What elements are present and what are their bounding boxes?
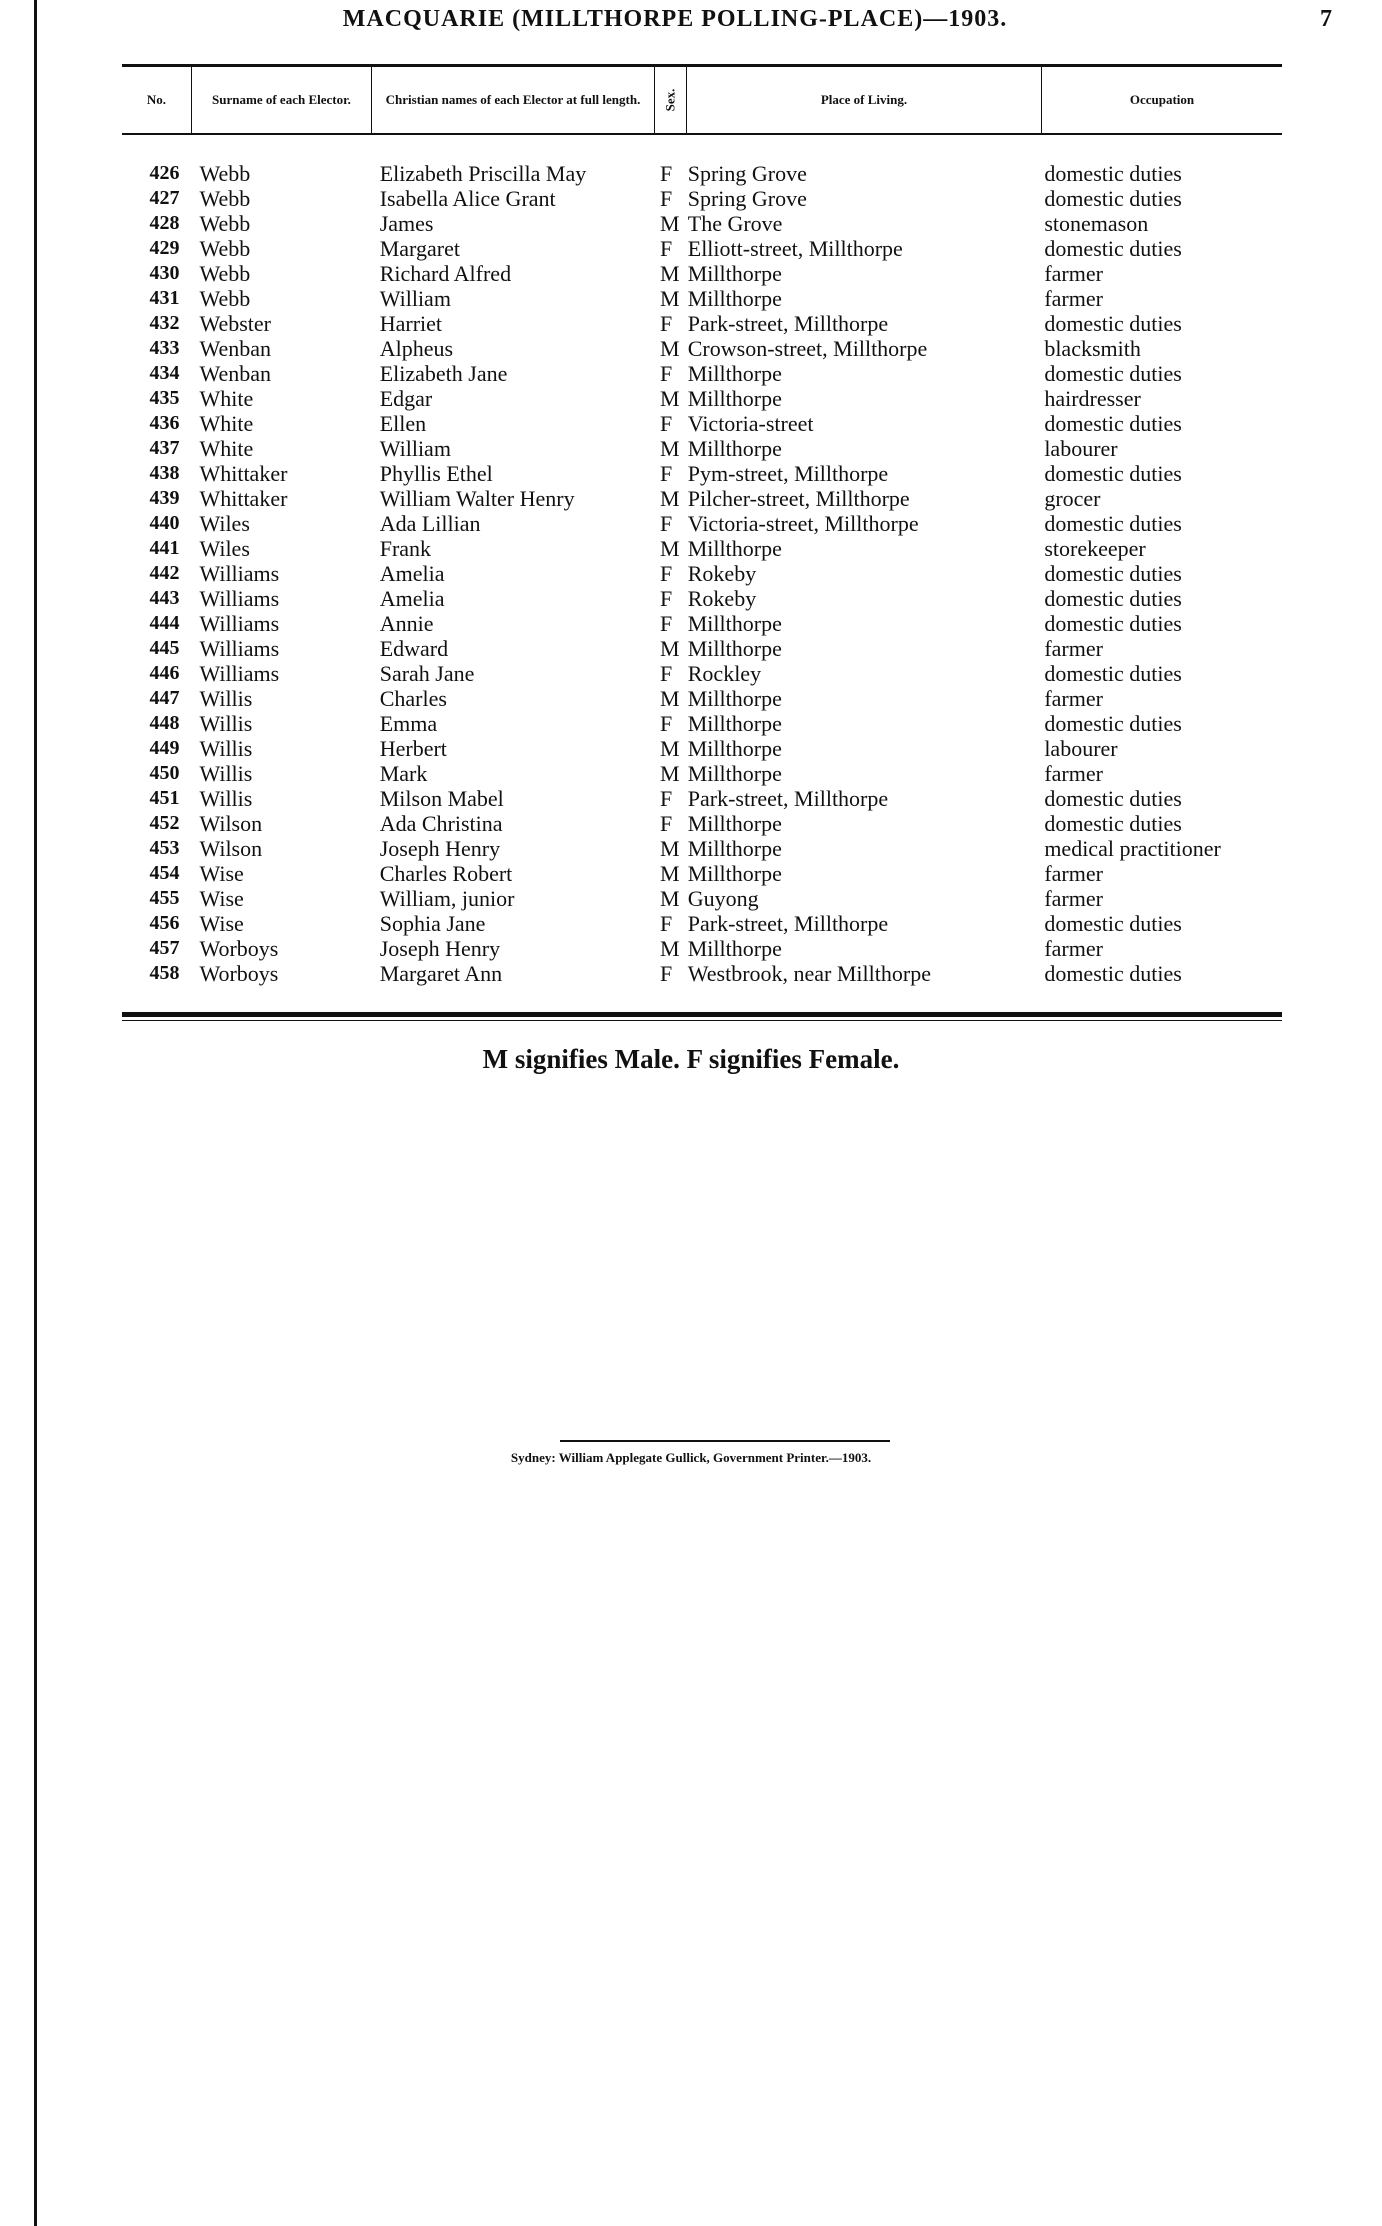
cell-christian-names: Margaret Ann [379,961,503,986]
table-row [122,336,1282,361]
cell-no: 453 [149,837,180,859]
cell-christian-names: Ada Lillian [379,511,481,536]
cell-sex: M [660,536,680,561]
cell-no: 435 [149,387,180,409]
cell-no: 455 [149,887,180,909]
cell-no: 436 [149,412,180,434]
cell-place: Park-street, Millthorpe [687,786,889,811]
cell-place: The Grove [687,211,783,236]
cell-place: Millthorpe [687,386,782,411]
table-row [122,361,1282,386]
cell-occupation: labourer [1044,436,1118,461]
cell-sex: M [660,861,680,886]
cell-no: 427 [149,187,180,209]
header-place: Place of Living. [687,67,1042,133]
table-row [122,861,1282,886]
cell-no: 431 [149,287,180,309]
cell-no: 451 [149,787,180,809]
cell-surname: Wilson [199,811,263,836]
cell-sex: F [660,961,673,986]
cell-occupation: domestic duties [1044,561,1182,586]
cell-place: Millthorpe [687,711,782,736]
cell-no: 458 [149,962,180,984]
cell-place: Park-street, Millthorpe [687,911,889,936]
table-row [122,161,1282,186]
cell-christian-names: Emma [379,711,438,736]
cell-sex: F [660,611,673,636]
table-row [122,961,1282,986]
cell-occupation: farmer [1044,761,1103,786]
cell-surname: Webb [199,261,251,286]
cell-sex: M [660,686,680,711]
cell-sex: M [660,336,680,361]
sex-legend: M signifies Male. F signifies Female. [482,1044,900,1074]
cell-surname: Wiles [199,511,250,536]
cell-occupation: medical practitioner [1044,836,1221,861]
cell-sex: M [660,211,680,236]
cell-surname: Wise [199,911,244,936]
cell-place: Crowson-street, Millthorpe [687,336,928,361]
cell-christian-names: Elizabeth Priscilla May [379,161,587,186]
cell-sex: F [660,711,673,736]
table-row [122,211,1282,236]
cell-sex: F [660,411,673,436]
cell-place: Elliott-street, Millthorpe [687,236,903,261]
cell-sex: F [660,186,673,211]
cell-surname: Whittaker [199,461,288,486]
cell-sex: M [660,886,680,911]
cell-occupation: farmer [1044,686,1103,711]
cell-place: Millthorpe [687,736,782,761]
cell-sex: M [660,386,680,411]
cell-surname: Willis [199,786,253,811]
cell-sex: M [660,736,680,761]
header-sex [655,67,687,133]
header-occupation: Occupation [1129,92,1195,107]
cell-place: Millthorpe [687,836,782,861]
cell-sex: F [660,461,673,486]
cell-no: 449 [149,737,180,759]
cell-christian-names: Annie [379,611,434,636]
cell-sex: F [660,561,673,586]
cell-surname: Willis [199,761,253,786]
cell-place: Millthorpe [687,286,782,311]
table-row [122,761,1282,786]
cell-no: 433 [149,337,180,359]
cell-occupation: domestic duties [1044,511,1182,536]
table-row [122,536,1282,561]
cell-occupation: domestic duties [1044,186,1182,211]
cell-surname: Worboys [199,936,279,961]
table-row [122,811,1282,836]
table-bottom-rule [122,1012,1282,1017]
cell-place: Millthorpe [687,686,782,711]
cell-occupation: farmer [1044,261,1103,286]
cell-place: Pym-street, Millthorpe [687,461,889,486]
table-row [122,836,1282,861]
cell-no: 434 [149,362,180,384]
cell-surname: Worboys [199,961,279,986]
cell-sex: F [660,311,673,336]
cell-surname: Williams [199,561,280,586]
cell-no: 430 [149,262,180,284]
cell-no: 443 [149,587,180,609]
table-row [122,611,1282,636]
electoral-roll-table [122,64,1282,1021]
cell-occupation: domestic duties [1044,611,1182,636]
cell-no: 445 [149,637,180,659]
cell-place: Millthorpe [687,936,782,961]
cell-surname: Webb [199,286,251,311]
table-row [122,561,1282,586]
cell-no: 450 [149,762,180,784]
cell-occupation: labourer [1044,736,1118,761]
cell-christian-names: Mark [379,761,428,786]
cell-surname: White [199,386,254,411]
cell-surname: Webb [199,186,251,211]
cell-occupation: domestic duties [1044,661,1182,686]
table-row [122,911,1282,936]
cell-christian-names: Elizabeth Jane [379,361,508,386]
cell-occupation: farmer [1044,286,1103,311]
cell-place: Millthorpe [687,536,782,561]
cell-place: Millthorpe [687,361,782,386]
cell-surname: White [199,436,254,461]
cell-place: Millthorpe [687,811,782,836]
cell-christian-names: William, junior [379,886,515,911]
cell-christian-names: Edward [379,636,449,661]
cell-christian-names: Isabella Alice Grant [379,186,556,211]
table-row [122,736,1282,761]
table-row [122,686,1282,711]
cell-place: Pilcher-street, Millthorpe [687,486,910,511]
cell-place: Millthorpe [687,861,782,886]
cell-occupation: domestic duties [1044,811,1182,836]
cell-surname: Williams [199,586,280,611]
cell-occupation: farmer [1044,861,1103,886]
imprint-rule [560,1440,890,1442]
cell-surname: Webb [199,161,251,186]
cell-sex: F [660,911,673,936]
cell-christian-names: Frank [379,536,432,561]
cell-christian-names: Amelia [379,586,445,611]
cell-surname: Williams [199,636,280,661]
cell-surname: Wiles [199,536,250,561]
cell-no: 437 [149,437,180,459]
cell-surname: Wenban [199,336,271,361]
cell-no: 438 [149,462,180,484]
cell-christian-names: William [379,436,451,461]
cell-christian-names: Ada Christina [379,811,503,836]
cell-surname: Willis [199,736,253,761]
cell-place: Park-street, Millthorpe [687,311,889,336]
cell-surname: Willis [199,686,253,711]
cell-sex: F [660,586,673,611]
cell-sex: F [660,236,673,261]
header-christian-names: Christian names of each Elector at full length. [372,67,655,133]
cell-no: 442 [149,562,180,584]
cell-place: Rokeby [687,561,757,586]
cell-surname: Webster [199,311,271,336]
cell-place: Rockley [687,661,762,686]
table-row [122,636,1282,661]
cell-occupation: stonemason [1044,211,1149,236]
page-title: MACQUARIE (MILLTHORPE POLLING-PLACE)—1903. [342,6,1008,32]
cell-place: Spring Grove [687,186,807,211]
cell-christian-names: Sarah Jane [379,661,475,686]
cell-surname: Wise [199,886,244,911]
cell-occupation: domestic duties [1044,786,1182,811]
cell-surname: Wise [199,861,244,886]
cell-christian-names: Richard Alfred [379,261,512,286]
cell-occupation: domestic duties [1044,311,1182,336]
cell-sex: F [660,511,673,536]
cell-no: 426 [149,162,180,184]
cell-place: Millthorpe [687,261,782,286]
cell-occupation: domestic duties [1044,711,1182,736]
cell-surname: White [199,411,254,436]
cell-christian-names: Harriet [379,311,443,336]
cell-sex: F [660,786,673,811]
cell-place: Millthorpe [687,761,782,786]
cell-surname: Wilson [199,836,263,861]
cell-occupation: farmer [1044,886,1103,911]
table-header [122,67,1282,135]
cell-sex: F [660,161,673,186]
cell-sex: M [660,486,680,511]
cell-no: 440 [149,512,180,534]
cell-surname: Webb [199,211,251,236]
cell-no: 452 [149,812,180,834]
cell-no: 457 [149,937,180,959]
cell-occupation: domestic duties [1044,461,1182,486]
table-row [122,511,1282,536]
table-row [122,786,1282,811]
cell-christian-names: William [379,286,451,311]
table-row [122,286,1282,311]
cell-occupation: domestic duties [1044,361,1182,386]
page-margin-rule [34,0,37,2226]
cell-sex: M [660,261,680,286]
cell-no: 454 [149,862,180,884]
header-surname: Surname of each Elector. [192,67,372,133]
cell-occupation: domestic duties [1044,161,1182,186]
cell-place: Millthorpe [687,436,782,461]
cell-sex: F [660,661,673,686]
cell-no: 439 [149,487,180,509]
cell-place: Millthorpe [687,636,782,661]
cell-surname: Williams [199,611,280,636]
cell-no: 429 [149,237,180,259]
cell-christian-names: Milson Mabel [379,786,504,811]
cell-sex: M [660,286,680,311]
table-row [122,261,1282,286]
cell-place: Millthorpe [687,611,782,636]
cell-christian-names: Charles [379,686,447,711]
cell-christian-names: James [379,211,434,236]
cell-no: 428 [149,212,180,234]
cell-christian-names: Margaret [379,236,460,261]
cell-occupation: domestic duties [1044,586,1182,611]
cell-no: 456 [149,912,180,934]
cell-occupation: domestic duties [1044,411,1182,436]
cell-occupation: domestic duties [1044,236,1182,261]
cell-christian-names: Sophia Jane [379,911,486,936]
table-row [122,461,1282,486]
cell-christian-names: William Walter Henry [379,486,575,511]
table-row [122,936,1282,961]
cell-no: 432 [149,312,180,334]
cell-christian-names: Edgar [379,386,433,411]
cell-place: Westbrook, near Millthorpe [687,961,931,986]
cell-occupation: farmer [1044,636,1103,661]
table-row [122,186,1282,211]
cell-no: 444 [149,612,180,634]
cell-no: 441 [149,537,180,559]
cell-occupation: blacksmith [1044,336,1141,361]
table-row [122,436,1282,461]
table-row [122,236,1282,261]
cell-place: Rokeby [687,586,757,611]
cell-no: 446 [149,662,180,684]
cell-christian-names: Ellen [379,411,427,436]
cell-surname: Williams [199,661,280,686]
cell-occupation: storekeeper [1044,536,1146,561]
cell-surname: Webb [199,236,251,261]
cell-christian-names: Herbert [379,736,447,761]
cell-sex: M [660,836,680,861]
cell-no: 448 [149,712,180,734]
cell-sex: F [660,361,673,386]
table-row [122,386,1282,411]
cell-place: Victoria-street [687,411,814,436]
table-row [122,486,1282,511]
table-row [122,586,1282,611]
cell-sex: M [660,436,680,461]
header-no: No. [122,67,192,133]
table-row [122,711,1282,736]
cell-no: 447 [149,687,180,709]
cell-place: Victoria-street, Millthorpe [687,511,919,536]
cell-occupation: farmer [1044,936,1103,961]
cell-place: Guyong [687,886,759,911]
cell-sex: M [660,936,680,961]
cell-christian-names: Phyllis Ethel [379,461,493,486]
page-number: 7 [1320,6,1332,32]
cell-surname: Wenban [199,361,271,386]
table-body [122,161,1282,986]
cell-sex: F [660,811,673,836]
cell-occupation: domestic duties [1044,961,1182,986]
cell-sex: M [660,636,680,661]
header-sex-label: Sex. [662,88,678,112]
cell-sex: M [660,761,680,786]
cell-place: Spring Grove [687,161,807,186]
cell-surname: Willis [199,711,253,736]
table-row [122,411,1282,436]
table-row [122,661,1282,686]
cell-christian-names: Charles Robert [379,861,513,886]
table-row [122,886,1282,911]
printer-imprint: Sydney: William Applegate Gullick, Government Printer.—1903. [510,1450,872,1465]
cell-occupation: domestic duties [1044,911,1182,936]
cell-christian-names: Amelia [379,561,445,586]
cell-christian-names: Joseph Henry [379,836,501,861]
cell-christian-names: Joseph Henry [379,936,501,961]
cell-christian-names: Alpheus [379,336,454,361]
cell-occupation: grocer [1044,486,1101,511]
table-bottom-rule-thin [122,1020,1282,1021]
cell-occupation: hairdresser [1044,386,1141,411]
cell-surname: Whittaker [199,486,288,511]
table-row [122,311,1282,336]
